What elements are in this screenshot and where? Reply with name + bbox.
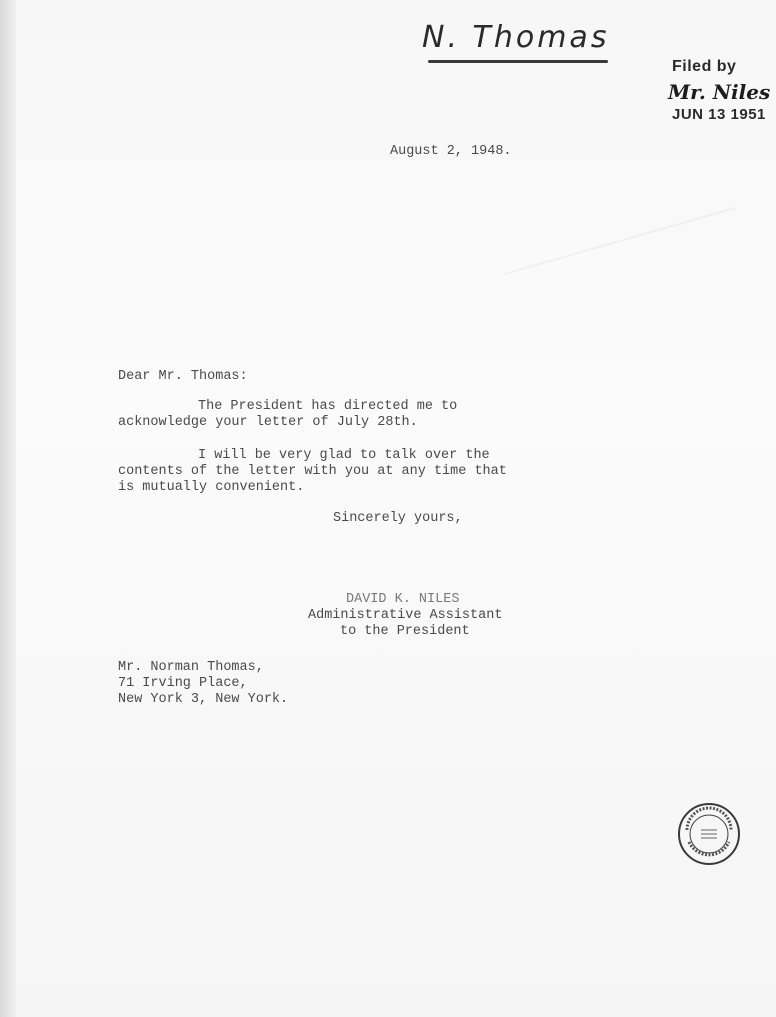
addressee-line-3: New York 3, New York. (118, 692, 289, 707)
salutation: Dear Mr. Thomas: (118, 369, 248, 384)
paragraph-1-line-1: The President has directed me to (198, 399, 458, 414)
addressee-line-2: 71 Irving Place, (118, 676, 248, 691)
signer-title-line-1: Administrative Assistant (308, 608, 503, 623)
filed-by-signature: Mr. Niles (668, 80, 771, 104)
paragraph-1-line-2: acknowledge your letter of July 28th. (118, 415, 418, 430)
paragraph-2-line-1: I will be very glad to talk over the (198, 448, 490, 463)
letter-date: August 2, 1948. (390, 144, 512, 159)
handwritten-name: N. Thomas (422, 20, 610, 55)
signer-name: DAVID K. NILES (346, 592, 460, 607)
paper-edge (0, 0, 16, 1017)
filed-stamp (668, 58, 776, 123)
paper-crease (504, 207, 735, 275)
paragraph-2-line-3: is mutually convenient. (118, 480, 305, 495)
signer-title-line-2: to the President (340, 624, 470, 639)
archive-seal-stamp (677, 802, 741, 866)
closing: Sincerely yours, (333, 511, 463, 526)
handwritten-underline (428, 60, 608, 63)
filed-date: JUN 13 1951 (672, 106, 766, 123)
filed-by-label: Filed by (672, 58, 737, 75)
addressee-line-1: Mr. Norman Thomas, (118, 660, 264, 675)
paragraph-2-line-2: contents of the letter with you at any time that (118, 464, 507, 479)
